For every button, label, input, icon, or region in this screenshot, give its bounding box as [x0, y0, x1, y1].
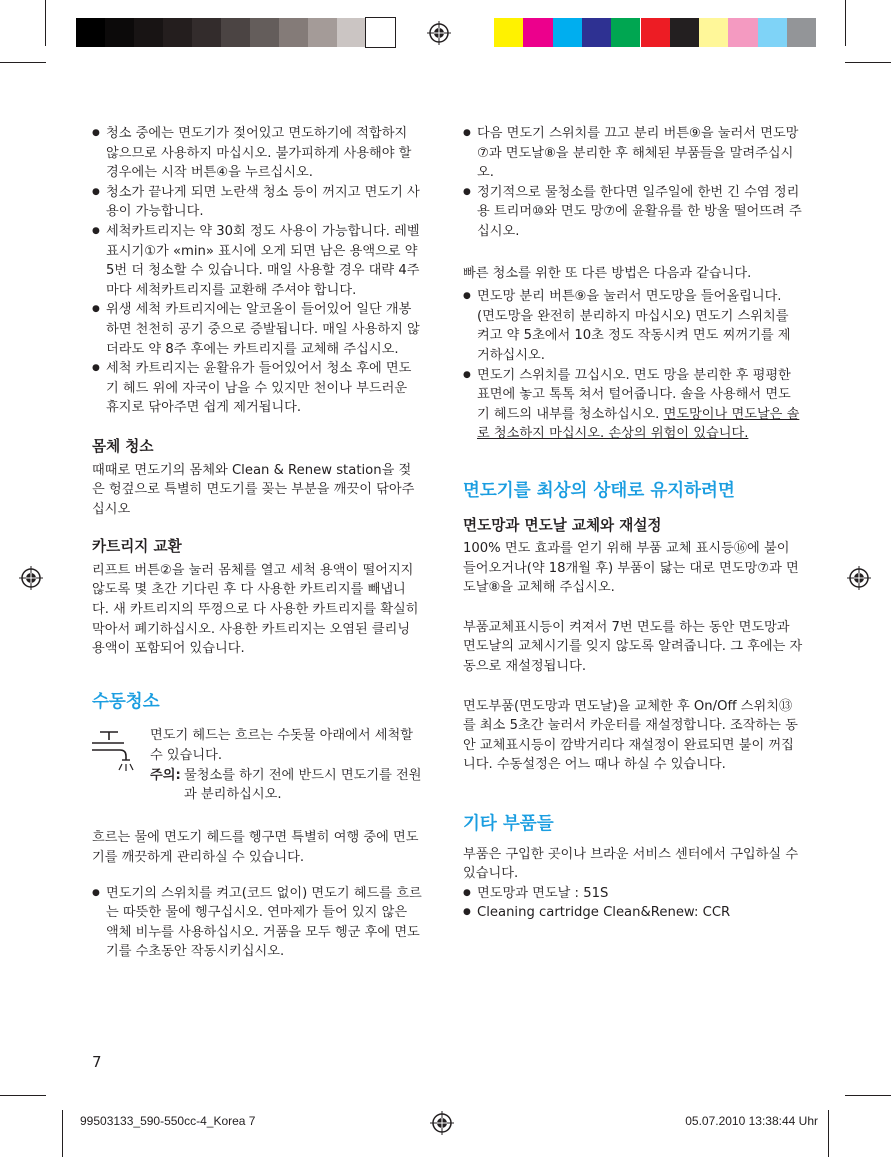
section-heading: 카트리지 교환 — [92, 538, 182, 556]
color-swatch — [494, 18, 523, 47]
print-slug-right: 05.07.2010 13:38:44 Uhr — [685, 1114, 818, 1128]
paragraph: 흐르는 물에 면도기 헤드를 헹구면 특별히 여행 중에 면도기를 깨끗하게 관리하실 수 있습니다. — [92, 830, 419, 866]
list-item: ● 면도망과 면도날 : 51S — [463, 884, 803, 904]
color-swatch — [250, 18, 279, 47]
registration-mark-icon — [427, 21, 451, 45]
color-swatch — [611, 18, 640, 47]
paragraph: 부품은 구입한 곳이나 브라운 서비스 센터에서 구입하실 수 있습니다. — [463, 846, 799, 882]
color-swatch — [279, 18, 308, 47]
list-item: ● 면도기의 스위치를 켜고(코드 없이) 면도기 헤드를 흐르는 따뜻한 물에 헹구십시오. 연마제가 들어 있지 않은 액체 비누를 사용하십시오. 거품을 모두 헹군 후에 면도기를 수초동안 작동시키십시오. — [92, 884, 422, 962]
page-number: 7 — [92, 1053, 102, 1071]
list-item: ● 세척카트리지는 약 30회 정도 사용이 가능합니다. 레벨 표시기①가 «min» 표시에 오게 되면 남은 용액으로 약 5번 더 청소할 수 있습니다. 매일 사용할 경우 대략 4주마다 세척카트리지를 교환해 주셔야 합니다. — [92, 222, 422, 300]
paragraph: 때때로 면도기의 몸체와 Clean & Renew station을 젖은 헝겊으로 특별히 면도기를 꽂는 부분을 깨끗이 닦아주십시오 — [92, 462, 415, 517]
list-item: ● Cleaning cartridge Clean&Renew: CCR — [463, 903, 803, 923]
print-slug-left: 99503133_590-550cc-4_Korea 7 — [80, 1114, 256, 1128]
section-heading: 몸체 청소 — [92, 437, 154, 455]
section-heading: 면도망과 면도날 교체와 재설정 — [463, 516, 662, 534]
color-swatch — [134, 18, 163, 47]
paragraph: 리프트 버튼②을 눌러 몸체를 열고 세척 용액이 떨어지지 않도록 몇 초간 기다린 후 다 사용한 카트리지를 빼냅니다. 새 카트리지의 뚜껑으로 다 사용한 카트리지를 확실히 막아서 폐기하십시오. 사용한 카트리지는 오염된 클리닝 용액이 포함되어 있습니다. — [92, 562, 419, 657]
right-column — [463, 124, 803, 923]
crop-mark — [0, 62, 46, 63]
crop-mark — [45, 0, 46, 46]
color-swatch — [699, 18, 728, 47]
crop-mark — [828, 1110, 829, 1157]
manual-clean-block — [92, 726, 422, 816]
paragraph: 면도부품(면도망과 면도날)을 교체한 후 On/Off 스위치⑬를 최소 5초간 눌러서 카운터를 재설정합니다. 조작하는 동안 교체표시등이 깜박거리다 재설정이 완료되면 불이 꺼집니다. 수동설정은 어느 때나 하실 수 있습니다. — [463, 698, 798, 773]
color-swatch — [758, 18, 787, 47]
list-item — [463, 366, 803, 444]
color-swatch — [787, 18, 816, 47]
list-item: ● 정기적으로 물청소를 한다면 일주일에 한번 긴 수염 정리용 트리머⑩와 면도 망⑦에 윤활유를 한 방울 떨어뜨려 주십시오. — [463, 183, 803, 242]
color-swatch — [728, 18, 757, 47]
paragraph: 100% 면도 효과를 얻기 위해 부품 교체 표시등⑯에 불이 들어오거나(약 18개월 후) 부품이 닳는 대로 면도망⑦과 면도날⑧을 교체해 주십시오. — [463, 541, 799, 596]
color-swatch — [366, 18, 395, 47]
section-title: 기타 부품들 — [463, 814, 554, 835]
color-swatch — [221, 18, 250, 47]
color-swatch — [523, 18, 552, 47]
color-swatch — [337, 18, 366, 47]
paragraph: 빠른 청소를 위한 또 다른 방법은 다음과 같습니다. — [463, 265, 752, 281]
section-title: 수동청소 — [92, 691, 160, 712]
registration-mark-icon — [847, 566, 871, 590]
paragraph: 부품교체표시등이 켜져서 7번 면도를 하는 동안 면도망과 면도날의 교체시기를 잊지 않도록 알려줍니다. 그 후에는 자동으로 재설정됩니다. — [463, 619, 803, 675]
crop-mark — [62, 1110, 63, 1157]
section-title: 면도기를 최상의 상태로 유지하려면 — [463, 480, 735, 501]
list-item: ● 청소 중에는 면도기가 젖어있고 면도하기에 적합하지 않으므로 사용하지 마십시오. 불가피하게 사용해야 할 경우에는 시작 버튼④을 누르십시오. — [92, 124, 422, 183]
color-swatch — [105, 18, 134, 47]
color-swatch — [641, 18, 670, 47]
color-swatch — [192, 18, 221, 47]
color-swatch — [670, 18, 699, 47]
faucet-icon — [92, 730, 136, 772]
color-swatch — [308, 18, 337, 47]
color-swatch — [76, 18, 105, 47]
color-swatch — [163, 18, 192, 47]
list-item: ● 다음 면도기 스위치를 끄고 분리 버튼⑨을 눌러서 면도망⑦과 면도날⑧을 분리한 후 해체된 부품들을 말려주십시오. — [463, 124, 803, 183]
color-swatch — [553, 18, 582, 47]
note-text: 물청소를 하기 전에 반드시 면도기를 전원과 분리하십시오. — [184, 767, 422, 803]
crop-mark — [845, 0, 846, 46]
color-swatch — [582, 18, 611, 47]
list-item: ● 면도망 분리 버튼⑨을 눌러서 면도망을 들어올립니다. (면도망을 완전히 분리하지 마십시오) 면도기 스위치를 켜고 약 5초에서 10초 정도 작동시켜 면도 찌꺼기를 제거하십시오. — [463, 287, 803, 365]
list-item-text: 면도기 스위치를 끄십시오. 면도 망을 분리한 후 평평한 표면에 놓고 톡톡 쳐서 털어줍니다. 솔을 사용해서 면도기 헤드의 내부를 청소하십시오. — [477, 367, 791, 422]
crop-mark — [0, 1095, 46, 1096]
crop-mark — [845, 62, 891, 63]
left-column — [92, 124, 422, 962]
registration-mark-icon — [430, 1111, 454, 1135]
registration-mark-icon — [19, 566, 43, 590]
list-item: ● 세척 카트리지는 윤활유가 들어있어서 청소 후에 면도기 헤드 위에 자국이 남을 수 있지만 천이나 부드러운 휴지로 닦아주면 쉽게 제거됩니다. — [92, 359, 422, 418]
note-label: 주의: — [150, 767, 181, 783]
warning-text: 면도망이나 면도날은 솔로 청소하지 마십시오. 손상의 위험이 있습니다. — [477, 406, 800, 442]
list-item: ● 청소가 끝나게 되면 노란색 청소 등이 꺼지고 면도기 사용이 가능합니다. — [92, 183, 422, 222]
list-item: ● 위생 세척 카트리지에는 알코올이 들어있어 일단 개봉하면 천천히 공기 중으로 증발됩니다. 매일 사용하지 않더라도 약 8주 후에는 카트리지를 교체해 주십시오. — [92, 300, 422, 359]
paragraph: 면도기 헤드는 흐르는 수돗물 아래에서 세척할 수 있습니다. — [150, 728, 414, 764]
crop-mark — [845, 1095, 891, 1096]
